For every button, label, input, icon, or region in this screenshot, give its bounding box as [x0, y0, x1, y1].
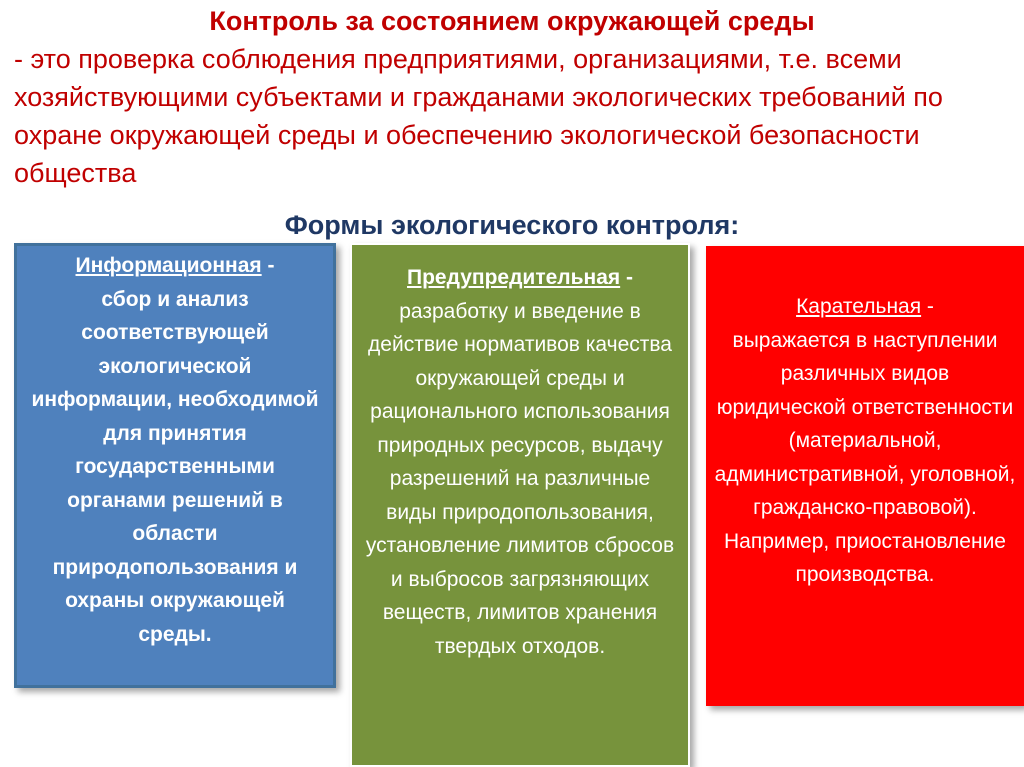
form-name: Информационная [75, 254, 262, 277]
informational-control-box [14, 243, 336, 688]
form-dash: - [921, 295, 934, 318]
punitive-control-box [706, 246, 1024, 706]
form-dash: - [620, 266, 633, 289]
form-description: выражается в наступлении различных видов юридической ответственности (материальной, административной, уголовной, гражданско-правовой). Например, приостановление производства. [714, 328, 1016, 586]
forms-heading: Формы экологического контроля: [284, 210, 740, 240]
form-description: сбор и анализ соответствующей экологической информации, необходимой для принятия государственными органами решений в области природопользования и охраны окружающей среды. [31, 287, 319, 646]
form-description: разработку и введение в действие нормативов качества окружающей среды и рационального использования природных ресурсов, выдачу разрешений на различные виды природопользования, установление лимитов сбросов и выбросов загрязняющих веществ, лимитов хранения твердых отходов. [365, 299, 675, 658]
form-name: Карательная [796, 295, 922, 318]
form-dash: - [261, 254, 275, 277]
preventive-control-box [350, 243, 690, 767]
form-name: Предупредительная [407, 266, 621, 289]
slide-title: Контроль за состоянием окружающей среды [209, 6, 815, 36]
definition-text: - это проверка соблюдения предприятиями, организациями, т.е. всеми хозяйствующими субъектами и гражданами экологических требований по охране окружающей среды и обеспечению экологической безопасности общества [14, 44, 943, 188]
